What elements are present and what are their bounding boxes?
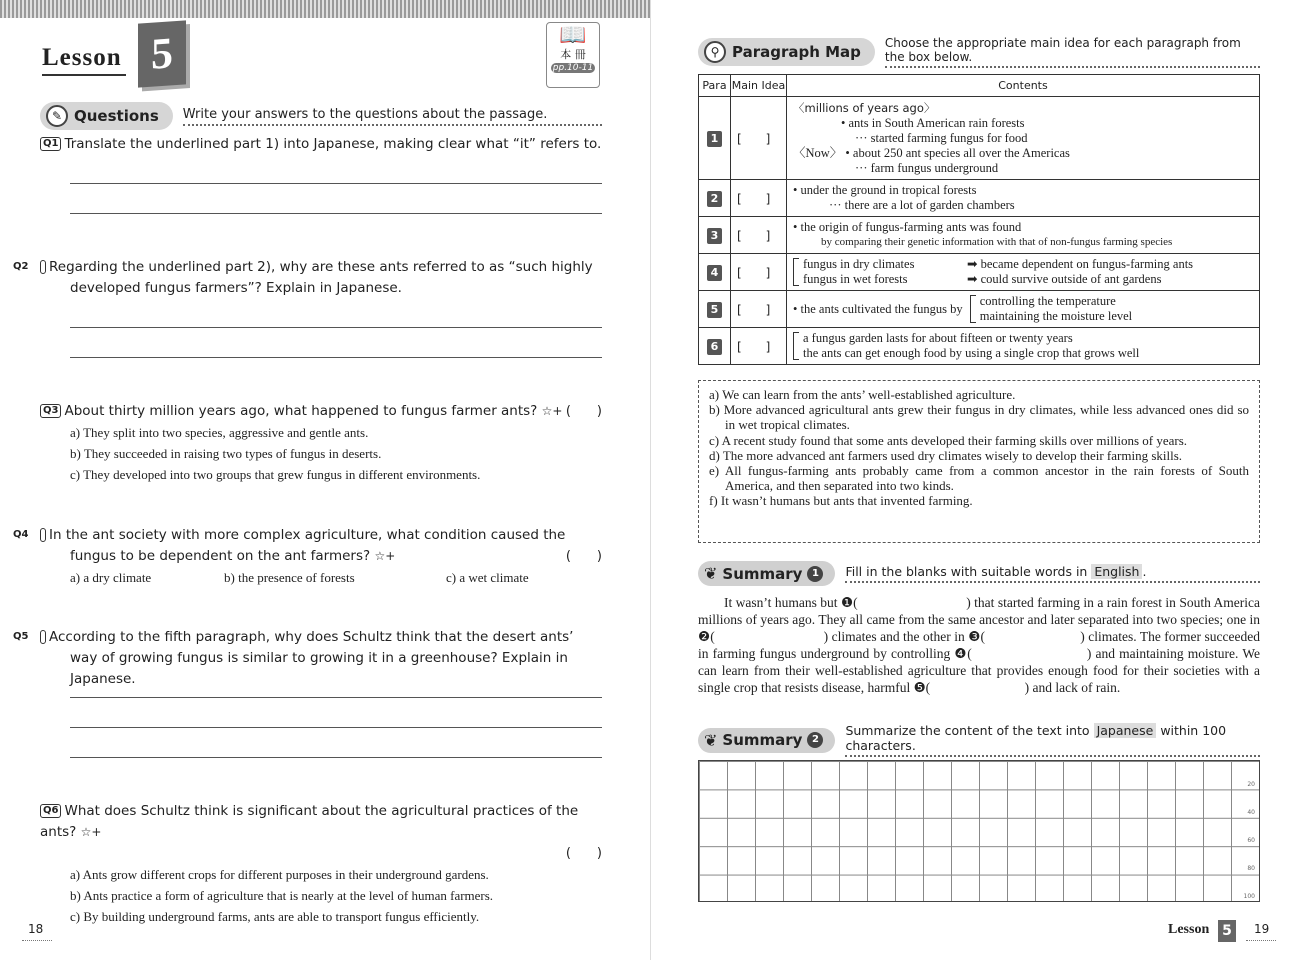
q1-text: Translate the underlined part 1) into Japanese, making clear what “it” refers to. (64, 136, 602, 152)
contents-1: 〈millions of years ago〉 • ants in South American rain forests ··· started farming fungus for food 〈Now〉 • about 250 ant species all over the Americas ··· farm fungus underground (787, 97, 1260, 180)
grid-mark-40: 40 (1247, 809, 1255, 816)
q6-option-b[interactable]: b) Ants practice a form of agriculture that is nearly at the level of human farmers. (70, 888, 494, 903)
para-badge-1: 1 (707, 131, 722, 147)
table-row (699, 180, 1260, 217)
paragraph-map-header (698, 36, 1260, 68)
contents-6: a fungus garden lasts for about fifteen or twenty years the ants can get enough food by using a single crop that grows well (787, 328, 1260, 365)
contents-3: • the origin of fungus-farming ants was found by comparing their genetic information with that of non-fungus farming species (787, 217, 1260, 254)
table-row (699, 97, 1260, 180)
q1-answer-line-1[interactable] (70, 183, 602, 184)
q3-text: About thirty million years ago, what happened to fungus farmer ants? (64, 403, 538, 419)
book-reference (546, 22, 600, 88)
q4-tag: Q4 (40, 528, 46, 542)
table-row (699, 291, 1260, 328)
choice-f: f) It wasn’t humans but ants that invented farming. (709, 493, 973, 509)
q2-answer-line-2[interactable] (70, 357, 602, 358)
star-icon: ☆+ (374, 549, 396, 563)
col-main-idea: Main Idea (731, 75, 787, 97)
choice-c: c) A recent study found that some ants developed their farming skills over millions of years. (709, 432, 1188, 448)
summary1-text[interactable]: It wasn’t humans but ❶( ) that started farming in a rain forest in South America millions of years ago. They all came from the same ancestor and later separated into two species; one in ❷( ) climates and the other in ❸( ) climates. The former succeeded in farming fungus underground by controlling ❹( ) and maintaining moisture. We can learn from their well-established agriculture that provides enough food for their societies with a single crop that resists disease, harmful ❺( ) and lack of rain. (698, 595, 1260, 695)
table-row (699, 328, 1260, 365)
summary2-language: Japanese (1094, 723, 1157, 738)
star-icon: ☆+ (80, 825, 102, 839)
summary1-language: English (1091, 564, 1142, 579)
col-contents: Contents (787, 75, 1260, 97)
contents-5: • the ants cultivated the fungus by controlling the temperature maintaining the moisture level (787, 291, 1260, 328)
q5-tag: Q5 (40, 630, 46, 644)
para-badge-3: 3 (707, 228, 722, 244)
page-number-rule (1246, 940, 1276, 941)
q6-tag: Q6 (40, 804, 61, 818)
book-pages: pp.10-11 (552, 63, 594, 73)
question-2 (13, 257, 602, 299)
q5-text: According to the fifth paragraph, why does Schultz think that the desert ants’ way of growing fungus is similar to growing it in a greenhouse? Explain in Japanese. (49, 629, 574, 687)
summary1-pill (698, 561, 835, 586)
summary2-header (698, 723, 1260, 757)
q2-text: Regarding the underlined part 2), why are these ants referred to as “such highly developed fungus farmers”? Explain in Japanese. (49, 259, 593, 296)
leaf-icon: ⚲ (704, 41, 726, 63)
q4-text: In the ant society with more complex agriculture, what condition caused the fungus to be dependent on the ant farmers? (49, 527, 566, 564)
choice-a: a) We can learn from the ants’ well-established agriculture. (709, 387, 1016, 402)
q3-answer-paren[interactable]: ( ) (565, 404, 602, 419)
choice-e: e) All fungus-farming ants probably came from a common ancestor in the rain forests of South America, and then separated into two kinds. (709, 463, 1249, 494)
bracket-mark (793, 258, 799, 286)
question-3 (40, 401, 602, 485)
grid-mark-100: 100 (1243, 893, 1255, 900)
q2-tag: Q2 (40, 260, 46, 274)
choice-b: b) More advanced agricultural ants grew their fungus in dry climates, while less advanced ones did so in wet tropical climates. (709, 402, 1249, 433)
page-number-right: 19 (1254, 922, 1270, 936)
q5-answer-line-1[interactable] (70, 697, 602, 698)
q6-option-a[interactable]: a) Ants grow different crops for different purposes in their underground gardens. (70, 867, 489, 882)
footer-lesson: Lesson (1168, 922, 1210, 937)
plant-icon: ❦ (704, 564, 718, 583)
questions-label: Questions (74, 107, 159, 125)
q4-answer-paren[interactable]: ( ) (565, 549, 602, 564)
contents-4: fungus in dry climates ➡ became dependent on fungus-farming ants fungus in wet forests ➡ could survive outside of ant gardens (787, 254, 1260, 291)
summary2-label: Summary (722, 731, 803, 749)
question-5 (13, 627, 602, 690)
q1-tag: Q1 (40, 137, 61, 151)
q1-answer-line-2[interactable] (70, 213, 602, 214)
q4-options (40, 567, 602, 588)
q3-tag: Q3 (40, 404, 61, 418)
summary1-num: 1 (807, 566, 823, 582)
col-para: Para (699, 75, 731, 97)
grid-mark-60: 60 (1247, 837, 1255, 844)
paragraph-map-instruction: Choose the appropriate main idea for each paragraph from the box below. (885, 36, 1260, 68)
pencil-icon: ✎ (46, 105, 68, 127)
q6-answer-paren[interactable]: ( ) (565, 846, 602, 861)
grid-mark-20: 20 (1247, 781, 1255, 788)
paragraph-map-label: Paragraph Map (732, 43, 861, 61)
summary2-pill (698, 728, 835, 753)
questions-pill (40, 102, 173, 130)
main-idea-2[interactable]: [ ] (731, 180, 787, 217)
question-1 (40, 134, 602, 155)
summary1-label: Summary (722, 564, 803, 583)
book-label: 本 冊 (560, 48, 586, 61)
choice-d: d) The more advanced ant farmers used dry climates wisely to develop their farming skills. (709, 447, 1183, 463)
lesson-underline (42, 74, 126, 76)
para-badge-2: 2 (707, 191, 722, 207)
contents-2: • under the ground in tropical forests ··· there are a lot of garden chambers (787, 180, 1260, 217)
star-icon: ☆+ (541, 404, 563, 418)
page-number-rule (22, 940, 52, 941)
lesson-number: 5 (138, 20, 186, 87)
question-6 (40, 801, 602, 927)
q5-answer-line-2[interactable] (70, 727, 602, 728)
plant-icon: ❦ (704, 730, 718, 750)
question-4 (13, 525, 602, 588)
q4-option-b[interactable]: b) the presence of forests (224, 570, 355, 585)
main-idea-4[interactable]: [ ] (731, 254, 787, 291)
table-header-row (699, 75, 1260, 97)
summary1-header (698, 561, 1260, 586)
main-idea-choices-box (698, 380, 1260, 543)
q4-option-a[interactable]: a) a dry climate (70, 570, 152, 585)
main-idea-3[interactable]: [ ] (731, 217, 787, 254)
summary2-instruction: Summarize the content of the text into Japanese within 100 characters. (845, 723, 1260, 757)
para-badge-4: 4 (707, 265, 722, 281)
q3-option-b[interactable]: b) They succeeded in raising two types of fungus in deserts. (70, 446, 382, 461)
paragraph-map-table (698, 74, 1260, 365)
bracket-mark (793, 332, 799, 360)
questions-instruction: Write your answers to the questions about the passage. (183, 107, 602, 126)
para-badge-5: 5 (707, 302, 722, 318)
summary2-writing-grid[interactable] (698, 760, 1260, 902)
q3-option-a[interactable]: a) They split into two species, aggressive and gentle ants. (70, 425, 369, 440)
top-stripe (0, 0, 650, 18)
main-idea-6[interactable]: [ ] (731, 328, 787, 365)
para-badge-6: 6 (707, 339, 722, 355)
q5-answer-line-3[interactable] (70, 757, 602, 758)
q3-option-c[interactable]: c) They developed into two groups that grew fungus in different environments. (70, 467, 481, 482)
q2-answer-line-1[interactable] (70, 327, 602, 328)
grid-mark-80: 80 (1247, 865, 1255, 872)
summary1-instruction: Fill in the blanks with suitable words in English . (845, 564, 1260, 583)
q6-text: What does Schultz think is significant about the agricultural practices of the ants? (40, 803, 579, 840)
bracket-mark (970, 295, 976, 323)
summary2-num: 2 (807, 732, 823, 748)
table-row (699, 254, 1260, 291)
q6-option-c[interactable]: c) By building underground farms, ants are able to transport fungus efficiently. (70, 909, 480, 924)
main-idea-1[interactable]: [ ] (731, 97, 787, 180)
q4-option-c[interactable]: c) a wet climate (446, 570, 529, 585)
book-icon: 📖 (559, 23, 587, 48)
footer-lesson-number: 5 (1218, 920, 1236, 942)
main-idea-5[interactable]: [ ] (731, 291, 787, 328)
paragraph-map-pill (698, 38, 875, 66)
page-divider (650, 0, 651, 960)
questions-header (40, 102, 602, 130)
page-number-left: 18 (28, 922, 44, 936)
table-row (699, 217, 1260, 254)
lesson-title: Lesson (42, 44, 122, 71)
